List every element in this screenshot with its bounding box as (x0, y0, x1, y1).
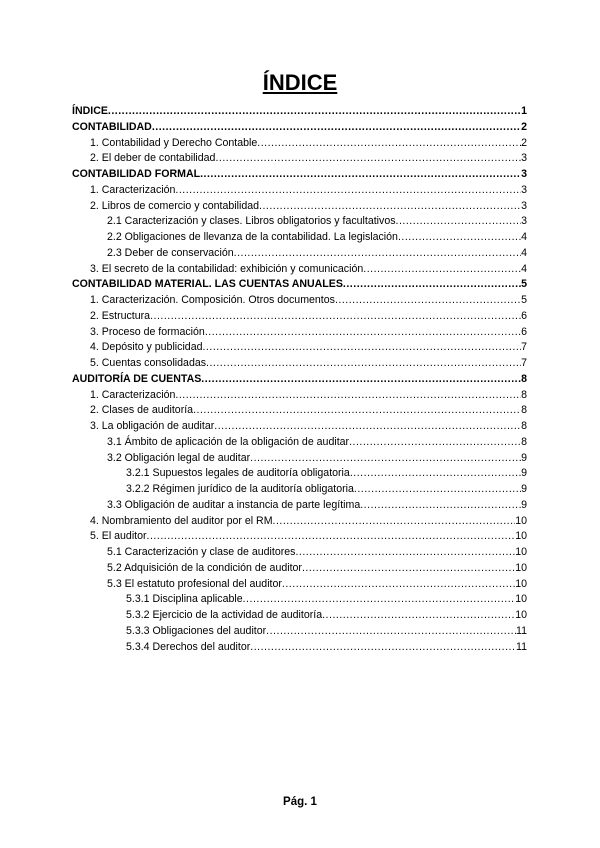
page-title: ÍNDICE (262, 70, 338, 95)
toc-entry-title: 2.2 Obligaciones de llevanza de la contabilidad. La legislación (107, 231, 398, 243)
toc-dot-leader (152, 120, 521, 136)
toc-entry-page: 8 (521, 388, 527, 401)
toc-entry[interactable] (72, 482, 527, 498)
toc-entry[interactable] (72, 640, 527, 656)
toc-entry-title: AUDITORÍA DE CUENTAS (72, 372, 202, 385)
toc-dot-leader (354, 482, 521, 498)
toc-entry-title: 2. Libros de comercio y contabilidad (90, 199, 260, 212)
toc-entry-title: 1. Contabilidad y Derecho Contable (90, 136, 258, 149)
toc-entry[interactable] (72, 577, 527, 593)
toc-entry[interactable] (72, 104, 527, 120)
toc-dot-leader (175, 183, 521, 199)
toc-entry[interactable] (72, 325, 527, 341)
toc-dot-leader (257, 136, 521, 152)
toc-dot-leader (350, 466, 521, 482)
toc-entry-title: 3.1 Ámbito de aplicación de la obligación de auditar (107, 435, 350, 448)
toc-entry-page: 9 (521, 498, 527, 511)
toc-entry[interactable] (72, 419, 527, 435)
toc-entry[interactable] (72, 498, 527, 514)
toc-dot-leader (150, 309, 521, 325)
toc-entry-title: 5.3.3 Obligaciones del auditor (126, 624, 267, 637)
toc-entry-page: 6 (521, 325, 527, 338)
toc-dot-leader (250, 640, 516, 656)
toc-dot-leader (335, 293, 521, 309)
toc-dot-leader (206, 356, 521, 372)
toc-entry[interactable] (72, 136, 527, 152)
toc-entry-page: 3 (521, 183, 527, 196)
toc-entry-title: 5. Cuentas consolidadas (90, 357, 207, 369)
toc-entry-page: 3 (521, 215, 527, 228)
toc-entry-title: 3.2.2 Régimen jurídico de la auditoría obligatoria (126, 483, 354, 495)
toc-entry[interactable] (72, 608, 527, 624)
toc-dot-leader (214, 419, 521, 435)
toc-entry-title: CONTABILIDAD FORMAL (72, 168, 201, 180)
toc-dot-leader (363, 262, 521, 278)
toc-dot-leader (193, 403, 521, 419)
toc-entry[interactable] (72, 403, 527, 419)
toc-dot-leader (398, 230, 521, 246)
toc-entry-page: 8 (521, 404, 527, 417)
toc-entry[interactable] (72, 246, 527, 262)
toc-entry[interactable] (72, 167, 527, 183)
toc-entry[interactable] (72, 466, 527, 482)
toc-entry-title: 5.3.1 Disciplina aplicable (126, 593, 243, 606)
toc-dot-leader (343, 277, 521, 293)
toc-entry-title: 2.1 Caracterización y clases. Libros obligatorios y facultativos (107, 215, 396, 228)
toc-entry-page: 4 (521, 262, 527, 275)
toc-entry-title: 2. Clases de auditoría (90, 404, 194, 417)
toc-entry-title: 1. Caracterización. Composición. Otros documentos (90, 294, 335, 306)
toc-entry-page: 4 (521, 246, 527, 259)
toc-entry[interactable] (72, 451, 527, 467)
toc-entry-title: 1. Caracterización (90, 388, 176, 401)
toc-dot-leader (273, 514, 516, 530)
toc-entry-page: 10 (515, 577, 527, 590)
toc-entry-page: 2 (521, 136, 527, 149)
toc-entry[interactable] (72, 262, 527, 278)
toc-entry-page: 10 (515, 530, 527, 543)
toc-entry[interactable] (72, 529, 527, 545)
toc-entry[interactable] (72, 545, 527, 561)
toc-dot-leader (243, 592, 516, 608)
toc-entry[interactable] (72, 214, 527, 230)
toc-entry[interactable] (72, 340, 527, 356)
toc-entry-title: 3.3 Obligación de auditar a instancia de parte legítima (107, 498, 361, 511)
toc-entry-title: 2. El deber de contabilidad (90, 152, 216, 165)
toc-entry[interactable] (72, 435, 527, 451)
toc-entry[interactable] (72, 388, 527, 404)
toc-entry-page: 11 (516, 640, 527, 653)
toc-entry-title: 5. El auditor (90, 530, 147, 543)
toc-entry-title: 5.1 Caracterización y clase de auditores (107, 546, 296, 558)
toc-entry[interactable] (72, 624, 527, 640)
toc-dot-leader (266, 624, 516, 640)
toc-dot-leader (259, 199, 521, 215)
toc-dot-leader (108, 104, 521, 120)
toc-entry-title: 3. La obligación de auditar (90, 420, 215, 432)
toc-entry-page: 3 (521, 152, 527, 165)
toc-entry-page: 10 (515, 609, 527, 621)
toc-entry-page: 3 (521, 199, 527, 212)
table-of-contents (72, 104, 527, 655)
toc-entry[interactable] (72, 230, 527, 246)
toc-dot-leader (349, 435, 521, 451)
toc-entry-title: 1. Caracterización (90, 183, 176, 196)
toc-entry-title: 2.3 Deber de conservación (107, 246, 234, 259)
toc-entry[interactable] (72, 356, 527, 372)
toc-dot-leader (200, 167, 521, 183)
toc-entry-page: 6 (521, 309, 527, 322)
toc-entry-title: 3. Proceso de formación (90, 325, 205, 338)
toc-entry[interactable] (72, 372, 527, 388)
toc-entry-page: 1 (521, 105, 527, 117)
toc-entry[interactable] (72, 309, 527, 325)
toc-entry[interactable] (72, 120, 527, 136)
toc-dot-leader (234, 246, 521, 262)
toc-entry-page: 5 (521, 294, 527, 306)
toc-entry-title: 4. Depósito y publicidad (90, 341, 203, 354)
toc-entry-title: 5.3 El estatuto profesional del auditor (107, 577, 282, 590)
toc-entry[interactable] (72, 514, 527, 530)
toc-dot-leader (282, 577, 515, 593)
toc-dot-leader (175, 388, 521, 404)
toc-entry[interactable] (72, 277, 527, 293)
toc-entry[interactable] (72, 151, 527, 167)
toc-dot-leader (360, 498, 521, 514)
toc-entry-title: 3.2 Obligación legal de auditar (107, 451, 251, 464)
toc-entry-page: 9 (521, 483, 527, 495)
toc-dot-leader (215, 151, 521, 167)
toc-entry[interactable] (72, 183, 527, 199)
toc-entry-title: 3. El secreto de la contabilidad: exhibición y comunicación (90, 262, 364, 275)
toc-entry-page: 9 (521, 467, 527, 480)
toc-entry-title: 3.2.1 Supuestos legales de auditoría obligatoria (126, 467, 350, 480)
toc-entry-title: CONTABILIDAD (72, 120, 152, 133)
toc-dot-leader (250, 451, 521, 467)
toc-entry-title: 5.3.4 Derechos del auditor (126, 640, 251, 653)
toc-entry-page: 7 (521, 357, 527, 369)
toc-dot-leader (205, 325, 521, 341)
toc-entry[interactable] (72, 592, 527, 608)
toc-entry-page: 9 (521, 451, 527, 464)
toc-entry-page: 2 (521, 120, 527, 133)
toc-entry-page: 10 (515, 546, 527, 558)
toc-dot-leader (295, 545, 515, 561)
toc-entry-title: 5.2 Adquisición de la condición de auditor (107, 561, 302, 574)
toc-entry-page: 5 (521, 278, 527, 291)
toc-entry-page: 7 (521, 341, 527, 354)
toc-entry-page: 10 (515, 514, 527, 527)
toc-entry-page: 8 (521, 435, 527, 448)
toc-entry-title: 5.3.2 Ejercicio de la actividad de auditoría (126, 609, 323, 621)
toc-dot-leader (302, 561, 515, 577)
toc-entry-title: 4. Nombramiento del auditor por el RM (90, 514, 273, 527)
toc-entry-page: 10 (515, 561, 527, 574)
toc-entry-page: 4 (521, 231, 527, 243)
toc-entry[interactable] (72, 561, 527, 577)
toc-dot-leader (322, 608, 515, 624)
toc-dot-leader (201, 372, 521, 388)
page-number-footer: Pág. 1 (283, 796, 317, 808)
toc-entry-page: 3 (521, 168, 527, 180)
toc-entry[interactable] (72, 199, 527, 215)
toc-entry-title: CONTABILIDAD MATERIAL. LAS CUENTAS ANUALES (72, 278, 343, 291)
toc-entry-title: ÍNDICE (72, 105, 108, 117)
toc-entry-page: 10 (515, 593, 527, 606)
toc-entry-page: 8 (521, 372, 527, 385)
toc-dot-leader (147, 529, 516, 545)
toc-dot-leader (202, 340, 521, 356)
toc-dot-leader (396, 214, 522, 230)
toc-entry-title: 2. Estructura (90, 309, 151, 322)
toc-entry-page: 11 (516, 624, 527, 637)
toc-entry[interactable] (72, 293, 527, 309)
toc-entry-page: 8 (521, 420, 527, 432)
